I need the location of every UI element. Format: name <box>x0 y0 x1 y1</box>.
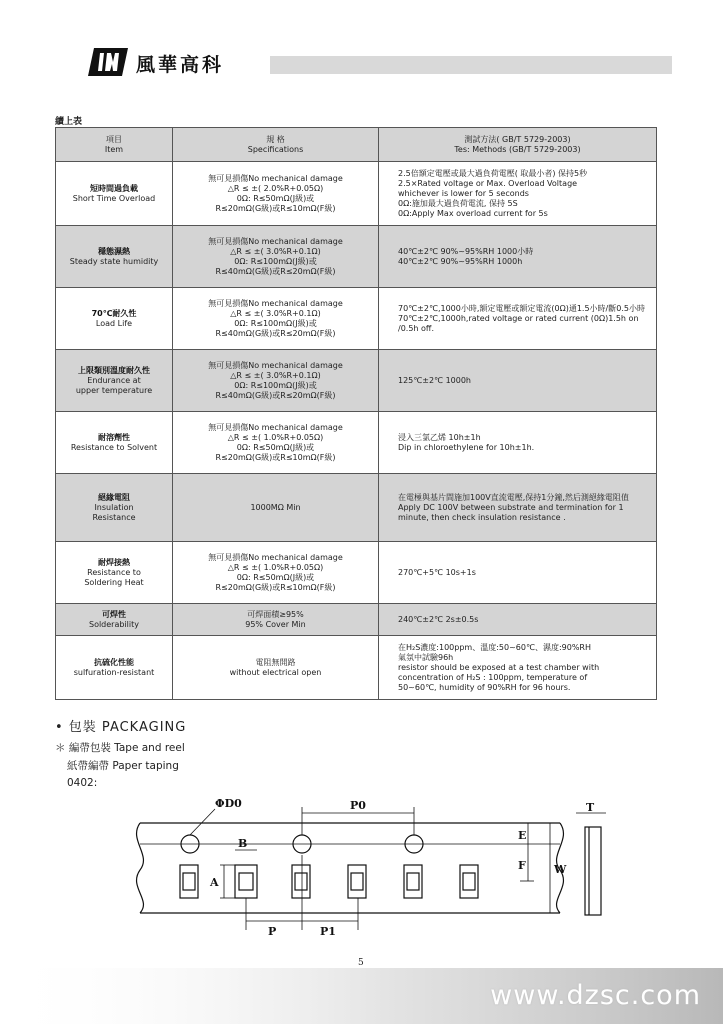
item-cell <box>56 350 173 412</box>
item-cell <box>56 636 173 700</box>
label-d0: ΦD0 <box>215 797 242 810</box>
item-cell <box>56 226 173 288</box>
page-number: 5 <box>358 958 364 968</box>
table-row <box>56 412 657 474</box>
spec-table <box>55 127 657 700</box>
method-cell <box>379 226 657 288</box>
method-line: 40℃±2℃ 90%~95%RH 1000h <box>398 256 523 266</box>
item-name-cn: 70℃耐久性 <box>91 308 137 318</box>
spec-line: 無可見損傷No mechanical damage <box>208 173 343 183</box>
method-line: 270℃+5℃ 10s+1s <box>398 567 476 577</box>
table-row <box>56 226 657 288</box>
method-cell <box>379 288 657 350</box>
item-cell <box>56 288 173 350</box>
spec-line: △R ≤ ±( 2.0%R+0.05Ω) <box>227 183 324 193</box>
tape-left-break <box>137 823 144 913</box>
item-name-en: upper temperature <box>75 385 153 395</box>
table-row <box>56 604 657 636</box>
method-line: 2.5×Rated voltage or Max. Overload Voltage <box>398 178 578 188</box>
item-name-cn: 可焊性 <box>102 609 126 619</box>
item-name-en: Soldering Heat <box>84 577 144 587</box>
spec-cell <box>173 350 379 412</box>
method-line: whichever is lower for 5 seconds <box>398 188 529 198</box>
method-line: 40℃±2℃ 90%~95%RH 1000小時 <box>398 246 534 256</box>
spec-line: 1000MΩ Min <box>250 502 301 512</box>
table-row <box>56 162 657 226</box>
method-cell <box>379 412 657 474</box>
item-name-en: sulfuration-resistant <box>73 667 155 677</box>
spec-line: 可焊面積≥95% <box>247 609 304 619</box>
spec-line: 無可見損傷No mechanical damage <box>208 298 343 308</box>
header-item: 項目 Item <box>56 128 173 162</box>
spec-line: R≤40mΩ(G級)或R≤20mΩ(F級) <box>215 328 336 338</box>
item-cell <box>56 474 173 542</box>
item-name-cn: 絕緣電阻 <box>98 492 130 502</box>
spec-line: 95% Cover Min <box>245 619 306 629</box>
spec-line: 0Ω: R≤100mΩ(J級)或 <box>234 380 317 390</box>
spec-line: R≤20mΩ(G級)或R≤10mΩ(F級) <box>215 203 336 213</box>
method-line: Dip in chloroethylene for 10h±1h. <box>398 442 535 452</box>
spec-cell <box>173 636 379 700</box>
spec-line: 0Ω: R≤50mΩ(J級)或 <box>236 193 315 203</box>
method-line: 50~60℃, humidity of 90%RH for 96 hours. <box>398 682 571 692</box>
method-cell <box>379 636 657 700</box>
item-name-cn: 上限類別溫度耐久性 <box>78 365 150 375</box>
table-header-row <box>56 128 657 162</box>
header-bar <box>270 56 672 74</box>
spec-cell <box>173 604 379 636</box>
label-f: F <box>518 859 526 872</box>
spec-line: 無可見損傷No mechanical damage <box>208 422 343 432</box>
label-p0: P0 <box>350 799 366 812</box>
spec-cell <box>173 226 379 288</box>
item-cell <box>56 412 173 474</box>
method-line: 0Ω:Apply Max overload current for 5s <box>398 208 548 218</box>
label-a: A <box>210 876 219 889</box>
item-cell <box>56 162 173 226</box>
item-name-en: Load Life <box>95 318 133 328</box>
watermark-text: www.dzsc.com <box>490 980 701 1011</box>
method-line: 240℃±2℃ 2s±0.5s <box>398 614 479 624</box>
item-name-en: Insulation <box>94 502 134 512</box>
method-cell <box>379 474 657 542</box>
spec-line: 0Ω: R≤100mΩ(J級)或 <box>234 256 317 266</box>
tape-edge <box>140 823 560 913</box>
method-cell <box>379 604 657 636</box>
item-name-en: Resistance to <box>87 567 141 577</box>
spec-line: R≤20mΩ(G級)或R≤10mΩ(F級) <box>215 452 336 462</box>
label-b: B <box>238 837 248 850</box>
method-line: 70℃±2℃,1000小時,額定電壓或額定電流(0Ω)通1.5小時/斷0.5小時 <box>398 303 645 313</box>
label-t: T <box>586 801 595 814</box>
method-line: 在電極與基片間施加100V直流電壓,保持1分鐘,然后測絕緣電阻值 <box>398 492 629 502</box>
spec-line: 0Ω: R≤100mΩ(J級)或 <box>234 318 317 328</box>
item-name-cn: 耐焊接熱 <box>98 557 130 567</box>
packaging-title: • 包裝 PACKAGING <box>55 720 187 735</box>
continued-label: 續上表 <box>55 117 83 127</box>
method-line: 氣氛中試驗96h <box>398 652 454 662</box>
method-line: concentration of H₂S : 100ppm, temperature of <box>398 672 588 682</box>
table-row <box>56 350 657 412</box>
method-line: 浸入三氯乙烯 10h±1h <box>398 432 481 442</box>
spec-line: △R ≤ ±( 3.0%R+0.1Ω) <box>230 370 321 380</box>
item-name-cn: 抗硫化性能 <box>94 657 134 667</box>
item-name-en: Endurance at <box>87 375 141 385</box>
label-e: E <box>518 829 527 842</box>
method-cell <box>379 350 657 412</box>
spec-line: △R ≤ ±( 3.0%R+0.1Ω) <box>230 246 321 256</box>
spec-cell <box>173 542 379 604</box>
table-row <box>56 288 657 350</box>
label-p: P <box>268 925 277 938</box>
method-line: 125℃±2℃ 1000h <box>398 375 472 385</box>
spec-line: R≤20mΩ(G級)或R≤10mΩ(F級) <box>215 582 336 592</box>
component-cavities <box>180 865 478 898</box>
spec-cell <box>173 288 379 350</box>
item-name-en: Short Time Overload <box>72 193 156 203</box>
spec-line: 無可見損傷No mechanical damage <box>208 236 343 246</box>
table-row <box>56 636 657 700</box>
tape-dimension-diagram <box>120 795 625 945</box>
label-p1: P1 <box>320 925 336 938</box>
item-name-en: Resistance <box>92 512 136 522</box>
brand-name: 風華高科 <box>136 54 225 76</box>
spec-line: 0Ω: R≤50mΩ(J級)或 <box>236 442 315 452</box>
company-logo <box>86 48 128 76</box>
spec-line: △R ≤ ±( 3.0%R+0.1Ω) <box>230 308 321 318</box>
spec-line: △R ≤ ±( 1.0%R+0.05Ω) <box>227 562 324 572</box>
spec-line: R≤40mΩ(G級)或R≤20mΩ(F級) <box>215 390 336 400</box>
item-name-en: Steady state humidity <box>69 256 159 266</box>
spec-line: 0Ω: R≤50mΩ(J級)或 <box>236 572 315 582</box>
item-name-en: Solderability <box>88 619 139 629</box>
spec-line: 無可見損傷No mechanical damage <box>208 552 343 562</box>
label-w: W <box>554 863 567 876</box>
item-name-cn: 穩態濕熱 <box>98 246 130 256</box>
spec-line: 電阻無開路 <box>255 657 296 667</box>
method-cell <box>379 162 657 226</box>
spec-cell <box>173 474 379 542</box>
packaging-tape-reel: ＊ 編帶包裝 Tape and reel <box>55 742 185 754</box>
method-line: 70℃±2℃,1000h,rated voltage or rated current (0Ω)1.5h on /0.5h off. <box>398 313 639 333</box>
method-line: 2.5倍額定電壓或最大過負荷電壓( 取最小者) 保持5秒 <box>398 168 588 178</box>
table-row <box>56 542 657 604</box>
spec-cell <box>173 162 379 226</box>
spec-line: R≤40mΩ(G級)或R≤20mΩ(F級) <box>215 266 336 276</box>
tape-side-view <box>585 827 601 915</box>
spec-line: 無可見損傷No mechanical damage <box>208 360 343 370</box>
item-name-en: Resistance to Solvent <box>70 442 158 452</box>
header-test-methods: 測試方法( GB/T 5729-2003) Tes: Methods (GB/T 5729-2003) <box>379 128 657 162</box>
method-cell <box>379 542 657 604</box>
item-cell <box>56 604 173 636</box>
item-name-cn: 短時間過負載 <box>90 183 138 193</box>
method-line: 在H₂S濃度:100ppm、溫度:50~60℃、濕度:90%RH <box>398 642 592 652</box>
packaging-paper-taping: 紙帶編帶 Paper taping <box>67 760 179 772</box>
item-name-cn: 耐溶劑性 <box>98 432 130 442</box>
table-row <box>56 474 657 542</box>
item-cell <box>56 542 173 604</box>
spec-line: without electrical open <box>229 667 322 677</box>
method-line: 0Ω:施加最大過負荷電流, 保持 5S <box>398 198 518 208</box>
header-specifications: 規 格 Specifications <box>173 128 379 162</box>
method-line: resistor should be exposed at a test chamber with <box>398 662 600 672</box>
packaging-size-code: 0402: <box>67 777 98 789</box>
spec-cell <box>173 412 379 474</box>
spec-line: △R ≤ ±( 1.0%R+0.05Ω) <box>227 432 324 442</box>
method-line: Apply DC 100V between substrate and termination for 1 minute, then check insulation resistance . <box>398 502 624 522</box>
